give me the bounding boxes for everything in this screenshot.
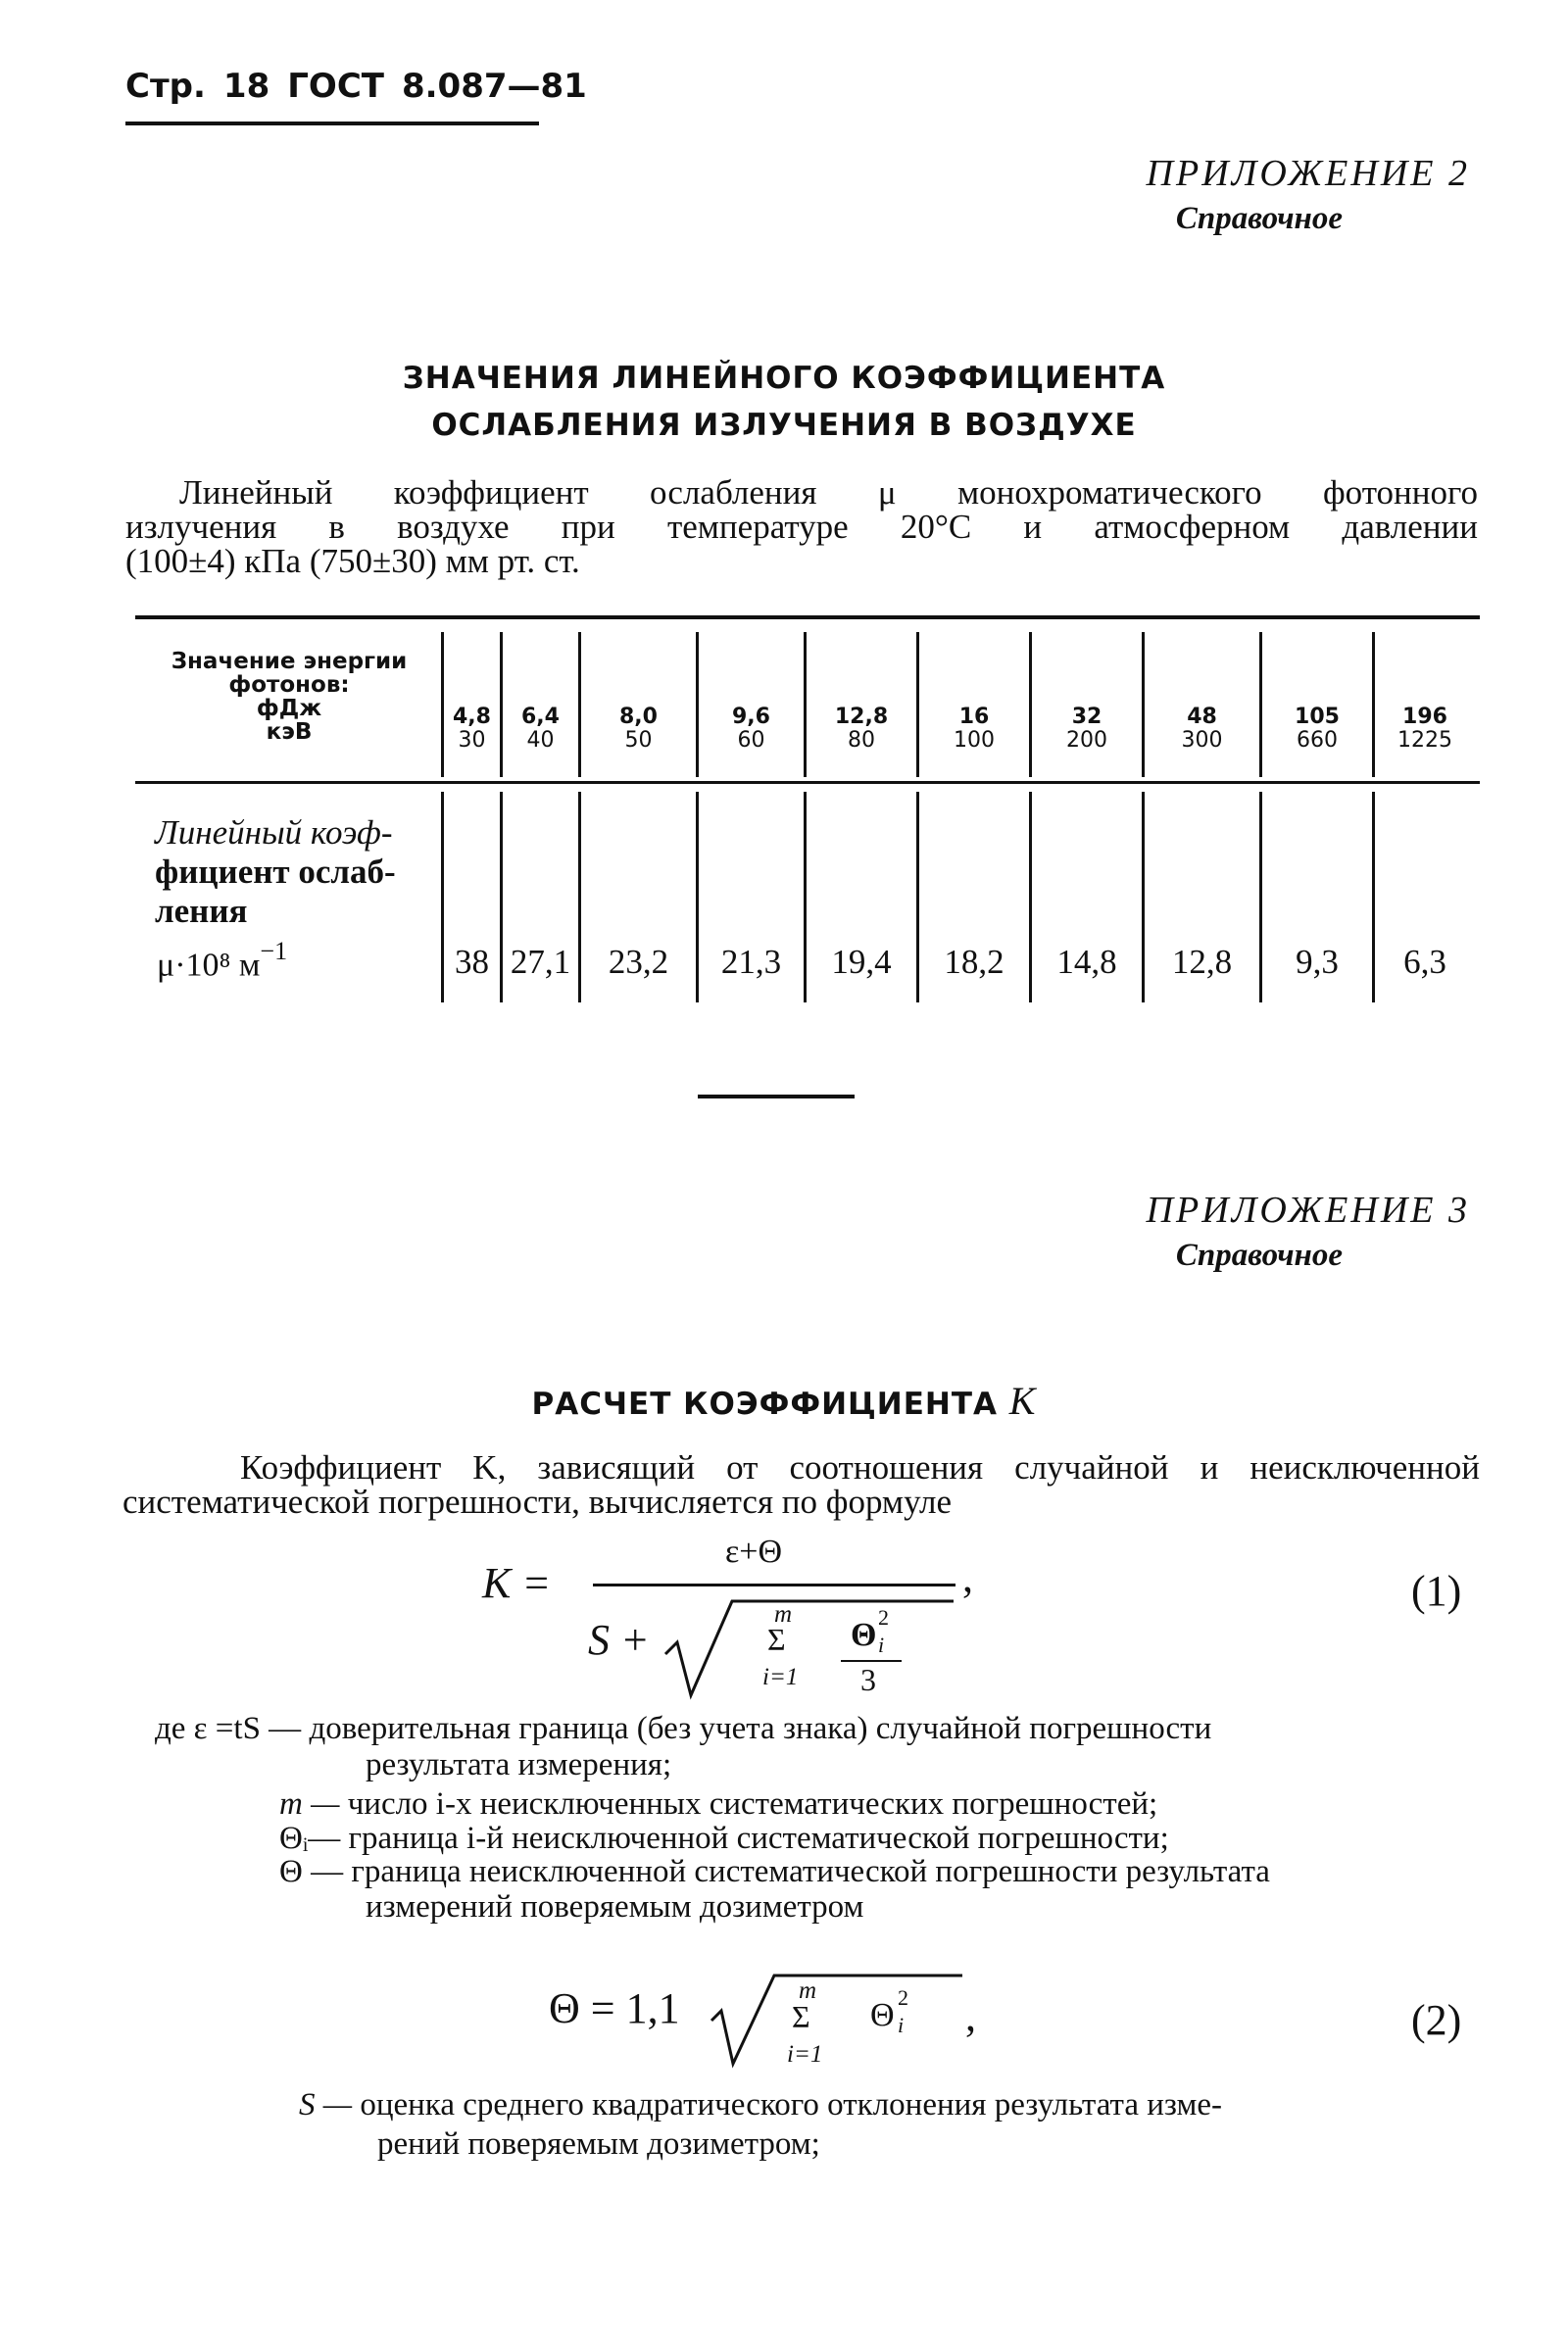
coefficient-row-unit <box>157 937 288 984</box>
table-column-divider <box>916 632 919 777</box>
page-prefix: Стр. <box>125 67 206 106</box>
formula2-term <box>870 1985 908 2037</box>
table-column-divider <box>1259 632 1262 777</box>
table-column-divider <box>696 632 699 777</box>
row-unit-exponent: −1 <box>260 937 288 965</box>
table-column-divider <box>804 632 807 777</box>
formula1-denominator-s: S + <box>588 1616 650 1664</box>
formula2-comma: , <box>965 1992 976 2040</box>
page-number: 18 <box>222 67 270 106</box>
definition-theta-cont: измерений поверяемым дозиметром <box>366 1889 864 1925</box>
paragraph-line: излучения в воздухе при температуре 20°С и атмосферном давлении <box>125 508 1478 546</box>
table-column-divider <box>1029 632 1032 777</box>
row-label-line: Линейный коэф- <box>155 813 393 852</box>
definition-s-cont: рений поверяемым дозиметром; <box>377 2126 820 2162</box>
energy-fdj-cell: 8,0 <box>619 705 658 729</box>
energy-kev-cell: 100 <box>954 728 995 753</box>
formula1-radical <box>662 1597 956 1705</box>
table-column-divider <box>441 632 444 777</box>
formula1-sum-top: m <box>774 1601 793 1628</box>
energy-header-label <box>137 650 441 744</box>
formula2-sum-top: m <box>799 1977 817 2004</box>
paragraph-line: систематической погрешности, вычисляется по формуле <box>122 1483 953 1521</box>
definition-symbol: S — <box>299 2087 353 2122</box>
appendix3-heading-symbol: K <box>1008 1379 1037 1423</box>
formula1-term-sub: i <box>878 1633 885 1657</box>
formula1-term <box>851 1605 889 1657</box>
formula1-term-exp: 2 <box>878 1605 889 1630</box>
definition-epsilon-cont: результата измерения; <box>366 1747 672 1782</box>
energy-fdj-cell: 9,6 <box>732 705 770 729</box>
energy-fdj-cell: 16 <box>958 705 990 729</box>
coefficient-value-cell: 18,2 <box>944 943 1004 981</box>
definition-symbol: Θᵢ— <box>279 1821 341 1856</box>
formula2-lhs: Θ = 1,1 <box>549 1984 680 2032</box>
paragraph-line: Линейный коэффициент ослабления μ монохроматического фотонного <box>179 473 1478 512</box>
energy-fdj-cell: 48 <box>1187 705 1217 729</box>
header-label-line: фДж <box>256 696 322 721</box>
appendix2-paragraph <box>125 475 1478 578</box>
appendix3-subtitle: Справочное <box>1175 1238 1343 1273</box>
appendix2-subtitle: Справочное <box>1175 201 1343 236</box>
energy-fdj-cell: 105 <box>1295 705 1340 729</box>
paragraph-line: Коэффициент K, зависящий от соотношения случайной и неисключенной <box>240 1448 1480 1487</box>
appendix3-title: ПРИЛОЖЕНИЕ 3 <box>1146 1190 1470 1231</box>
formula1-sum-sign: Σ <box>767 1622 786 1657</box>
coefficient-row-label <box>155 813 396 931</box>
header-rule <box>125 122 539 125</box>
formula1-sum-bottom: i=1 <box>762 1664 799 1690</box>
standard-label: ГОСТ <box>287 67 384 106</box>
formula2-radical <box>708 1972 964 2070</box>
formula2-term-sub: i <box>898 2013 905 2037</box>
formula2-term-theta: Θ <box>870 1997 895 2033</box>
formula1-number: (1) <box>1411 1567 1462 1615</box>
energy-fdj-cell: 196 <box>1402 705 1447 729</box>
coefficient-value-cell: 27,1 <box>510 943 571 981</box>
definition-text: число i-x неисключенных систематических погрешностей; <box>347 1786 1158 1822</box>
appendix2-heading-line2: ОСЛАБЛЕНИЯ ИЗЛУЧЕНИЯ В ВОЗДУХЕ <box>431 408 1137 443</box>
definition-s <box>299 2087 1475 2123</box>
coefficient-value-cell: 6,3 <box>1403 943 1446 981</box>
definition-m <box>279 1786 1157 1823</box>
appendix3-heading <box>0 1378 1568 1424</box>
coefficient-value-cell: 38 <box>455 943 489 981</box>
definition-epsilon <box>155 1711 1211 1747</box>
energy-kev-cell: 60 <box>737 728 765 753</box>
appendix2-title: ПРИЛОЖЕНИЕ 2 <box>1146 153 1470 194</box>
energy-fdj-cell: 12,8 <box>834 705 889 729</box>
row-unit: μ·10⁸ м <box>157 947 261 984</box>
coefficient-value-cell: 19,4 <box>831 943 892 981</box>
definition-theta <box>279 1854 1270 1890</box>
definition-text: оценка среднего квадратического отклонения результата изме- <box>360 2087 1223 2122</box>
section-separator <box>698 1095 855 1098</box>
row-label-line: фициент ослаб- <box>155 853 396 891</box>
table-column-divider <box>578 632 581 777</box>
coefficient-value-cell: 12,8 <box>1171 943 1233 981</box>
table-mid-rule <box>135 781 1480 784</box>
definition-text: граница неисключенной систематической погрешности результата <box>351 1854 1270 1889</box>
header-label-line: Значение энергии <box>171 649 408 674</box>
definition-symbol: Θ — <box>279 1854 344 1889</box>
coefficient-value-cell: 14,8 <box>1056 943 1117 981</box>
formula2-number: (2) <box>1411 1996 1462 2044</box>
standard-number: 8.087—81 <box>401 67 587 106</box>
row-label-line: ления <box>155 892 248 930</box>
formula1-comma: , <box>962 1553 973 1601</box>
definition-text: доверительная граница (без учета знака) случайной погрешности <box>309 1711 1212 1746</box>
formula1-fraction-bar <box>593 1584 956 1586</box>
energy-kev-cell: 300 <box>1181 728 1223 753</box>
coefficient-value-cell: 21,3 <box>720 943 782 981</box>
appendix3-heading-text: РАСЧЕТ КОЭФФИЦИЕНТА <box>531 1387 998 1422</box>
coefficient-value-cell: 9,3 <box>1296 943 1339 981</box>
formula1-term-den: 3 <box>860 1662 876 1697</box>
formula1-numerator: ε+Θ <box>725 1534 783 1570</box>
page-header <box>125 67 587 106</box>
appendix2-heading-line1: ЗНАЧЕНИЯ ЛИНЕЙНОГО КОЭФФИЦИЕНТА <box>402 361 1166 396</box>
table-top-rule <box>135 615 1480 619</box>
energy-kev-cell: 40 <box>526 728 555 753</box>
energy-kev-cell: 30 <box>458 728 486 753</box>
formula1-term-theta: Θ <box>851 1617 877 1653</box>
formula2-sum-bottom: i=1 <box>787 2041 823 2068</box>
energy-kev-cell: 80 <box>848 728 875 753</box>
table-column-divider <box>1142 632 1145 777</box>
definition-symbol: де ε =tS — <box>155 1711 302 1746</box>
definition-text: граница i-й неисключенной систематической погрешности; <box>348 1821 1169 1856</box>
definition-symbol: m — <box>279 1786 340 1822</box>
energy-kev-cell: 200 <box>1066 728 1107 753</box>
header-label-line: кэВ <box>266 719 313 745</box>
definition-theta-i <box>279 1821 1169 1857</box>
energy-kev-cell: 660 <box>1297 728 1338 753</box>
formula1-lhs: K = <box>482 1559 552 1607</box>
energy-kev-cell: 50 <box>624 728 653 753</box>
formula2-term-exp: 2 <box>898 1985 908 2010</box>
energy-kev-cell: 1225 <box>1397 728 1452 753</box>
paragraph-line: (100±4) кПа (750±30) мм рт. ст. <box>125 542 580 580</box>
energy-fdj-cell: 4,8 <box>453 705 491 729</box>
coefficient-value-cell: 23,2 <box>608 943 669 981</box>
energy-fdj-cell: 6,4 <box>521 705 560 729</box>
appendix3-paragraph <box>122 1450 1480 1519</box>
table-column-divider <box>500 632 503 777</box>
header-label-line: фотонов: <box>228 672 350 698</box>
table-column-divider <box>1372 632 1375 777</box>
energy-fdj-cell: 32 <box>1071 705 1102 729</box>
formula2-sum-sign: Σ <box>792 1999 810 2034</box>
